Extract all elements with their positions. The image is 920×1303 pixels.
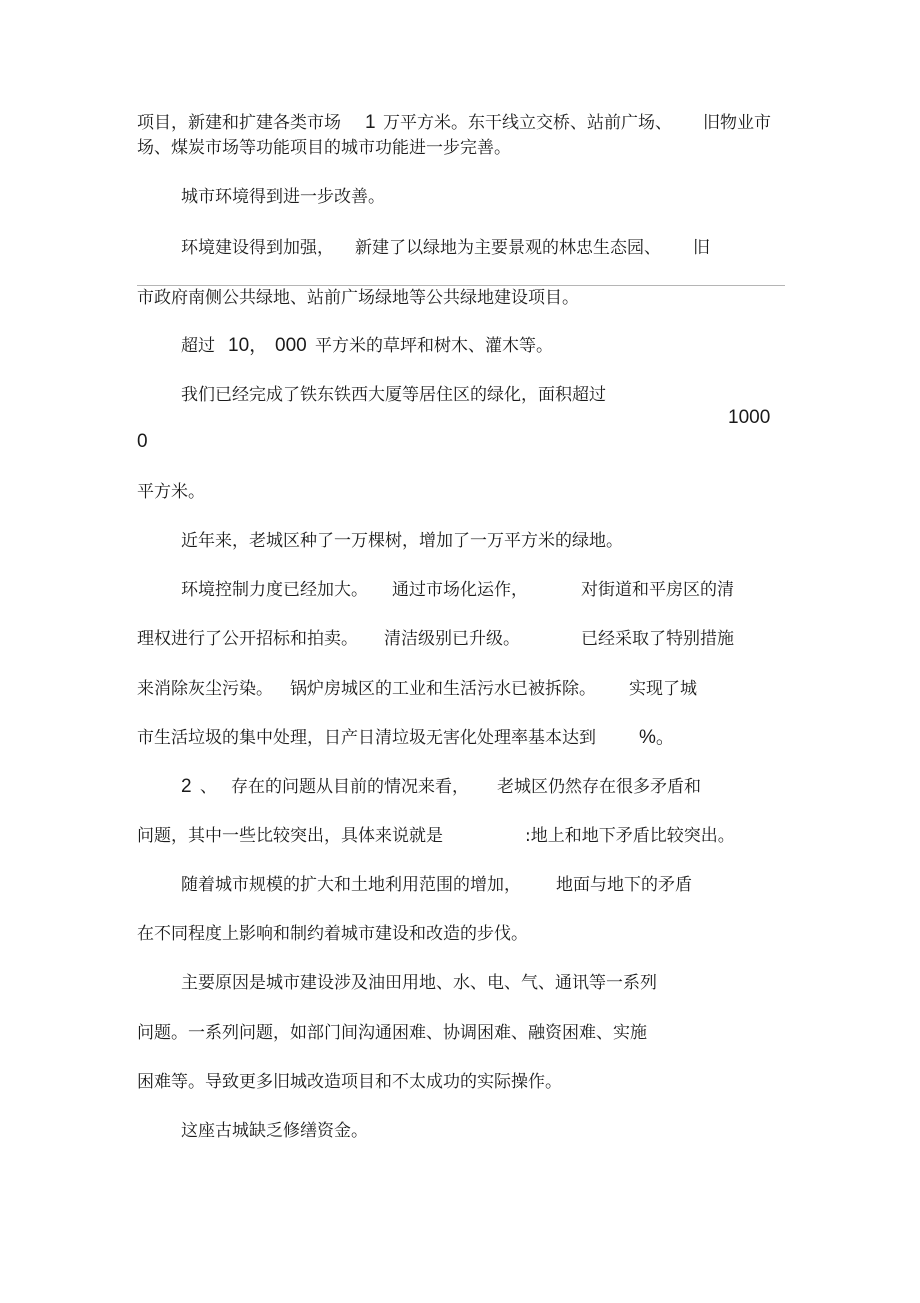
para-4-a: 超过 (181, 336, 215, 356)
para-9-line-1a: 随着城市规模的扩大和土地利用范围的增加， (181, 875, 521, 895)
para-7-line-4b: %。 (639, 727, 675, 748)
para-3-line-1c: 旧 (693, 238, 710, 258)
para-7-line-4a: 市生活垃圾的集中处理，日产日清垃圾无害化处理率基本达到 (137, 728, 596, 748)
para-7-line-3a: 来消除灰尘污染。 (137, 679, 273, 699)
para-10-line-3: 困难等。导致更多旧城改造项目和不太成功的实际操作。 (137, 1072, 562, 1092)
para-8-separator: 、 (200, 777, 217, 797)
para-4-number-2: 000 (275, 335, 307, 356)
para-7-line-2b: 清洁级别已升级。 (384, 629, 520, 649)
para-7-line-1b: 通过市场化运作， (392, 580, 528, 600)
para-5-line-1: 我们已经完成了铁东铁西大厦等居住区的绿化，面积超过 (181, 385, 606, 405)
para-8-line-2a: 问题，其中一些比较突出，具体来说就是 (137, 826, 443, 846)
para-9-line-1b: 地面与地下的矛盾 (556, 875, 692, 895)
para-11: 这座古城缺乏修缮资金。 (181, 1121, 368, 1141)
para-5-number-wrap: 0 (137, 431, 148, 452)
para-1-line-1c: 旧物业市 (703, 113, 771, 133)
para-5-end: 平方米。 (137, 482, 205, 502)
para-3-line-1b: 新建了以绿地为主要景观的林忠生态园、 (355, 238, 661, 258)
para-1-number: 1 (365, 112, 376, 133)
para-10-line-1: 主要原因是城市建设涉及油田用地、水、电、气、通讯等一系列 (181, 973, 657, 993)
para-8-section-number: 2 (181, 776, 192, 797)
para-6: 近年来，老城区种了一万棵树，增加了一万平方米的绿地。 (181, 531, 623, 551)
para-8-line-1a: 存在的问题从目前的情况来看， (231, 777, 469, 797)
para-7-line-3c: 实现了城 (629, 679, 697, 699)
para-4-number-1: 10， (228, 335, 269, 356)
para-7-line-1c: 对街道和平房区的清 (581, 580, 734, 600)
para-7-line-2a: 理权进行了公开招标和拍卖。 (137, 629, 358, 649)
para-5-number: 1000 (728, 407, 771, 428)
para-1-line-2: 场、煤炭市场等功能项目的城市功能进一步完善。 (137, 138, 511, 158)
para-1-line-1b: 万平方米。东干线立交桥、站前广场、 (383, 113, 672, 133)
para-1-line-1a: 项目，新建和扩建各类市场 (137, 113, 341, 133)
para-8-line-1b: 老城区仍然存在很多矛盾和 (497, 777, 701, 797)
para-7-line-2c: 已经采取了特别措施 (581, 629, 734, 649)
para-9-line-2: 在不同程度上影响和制约着城市建设和改造的步伐。 (137, 924, 528, 944)
para-10-line-2: 问题。一系列问题，如部门间沟通困难、协调困难、融资困难、实施 (137, 1023, 647, 1043)
para-3-line-1a: 环境建设得到加强， (181, 238, 334, 258)
para-8-line-2b: :地上和地下矛盾比较突出。 (525, 826, 735, 846)
para-2: 城市环境得到进一步改善。 (181, 187, 385, 207)
para-7-line-3b: 锅炉房城区的工业和生活污水已被拆除。 (290, 679, 596, 699)
para-4-b: 平方米的草坪和树木、灌木等。 (315, 336, 553, 356)
para-7-line-1a: 环境控制力度已经加大。 (181, 580, 368, 600)
para-3-line-2: 市政府南侧公共绿地、站前广场绿地等公共绿地建设项目。 (137, 288, 579, 308)
